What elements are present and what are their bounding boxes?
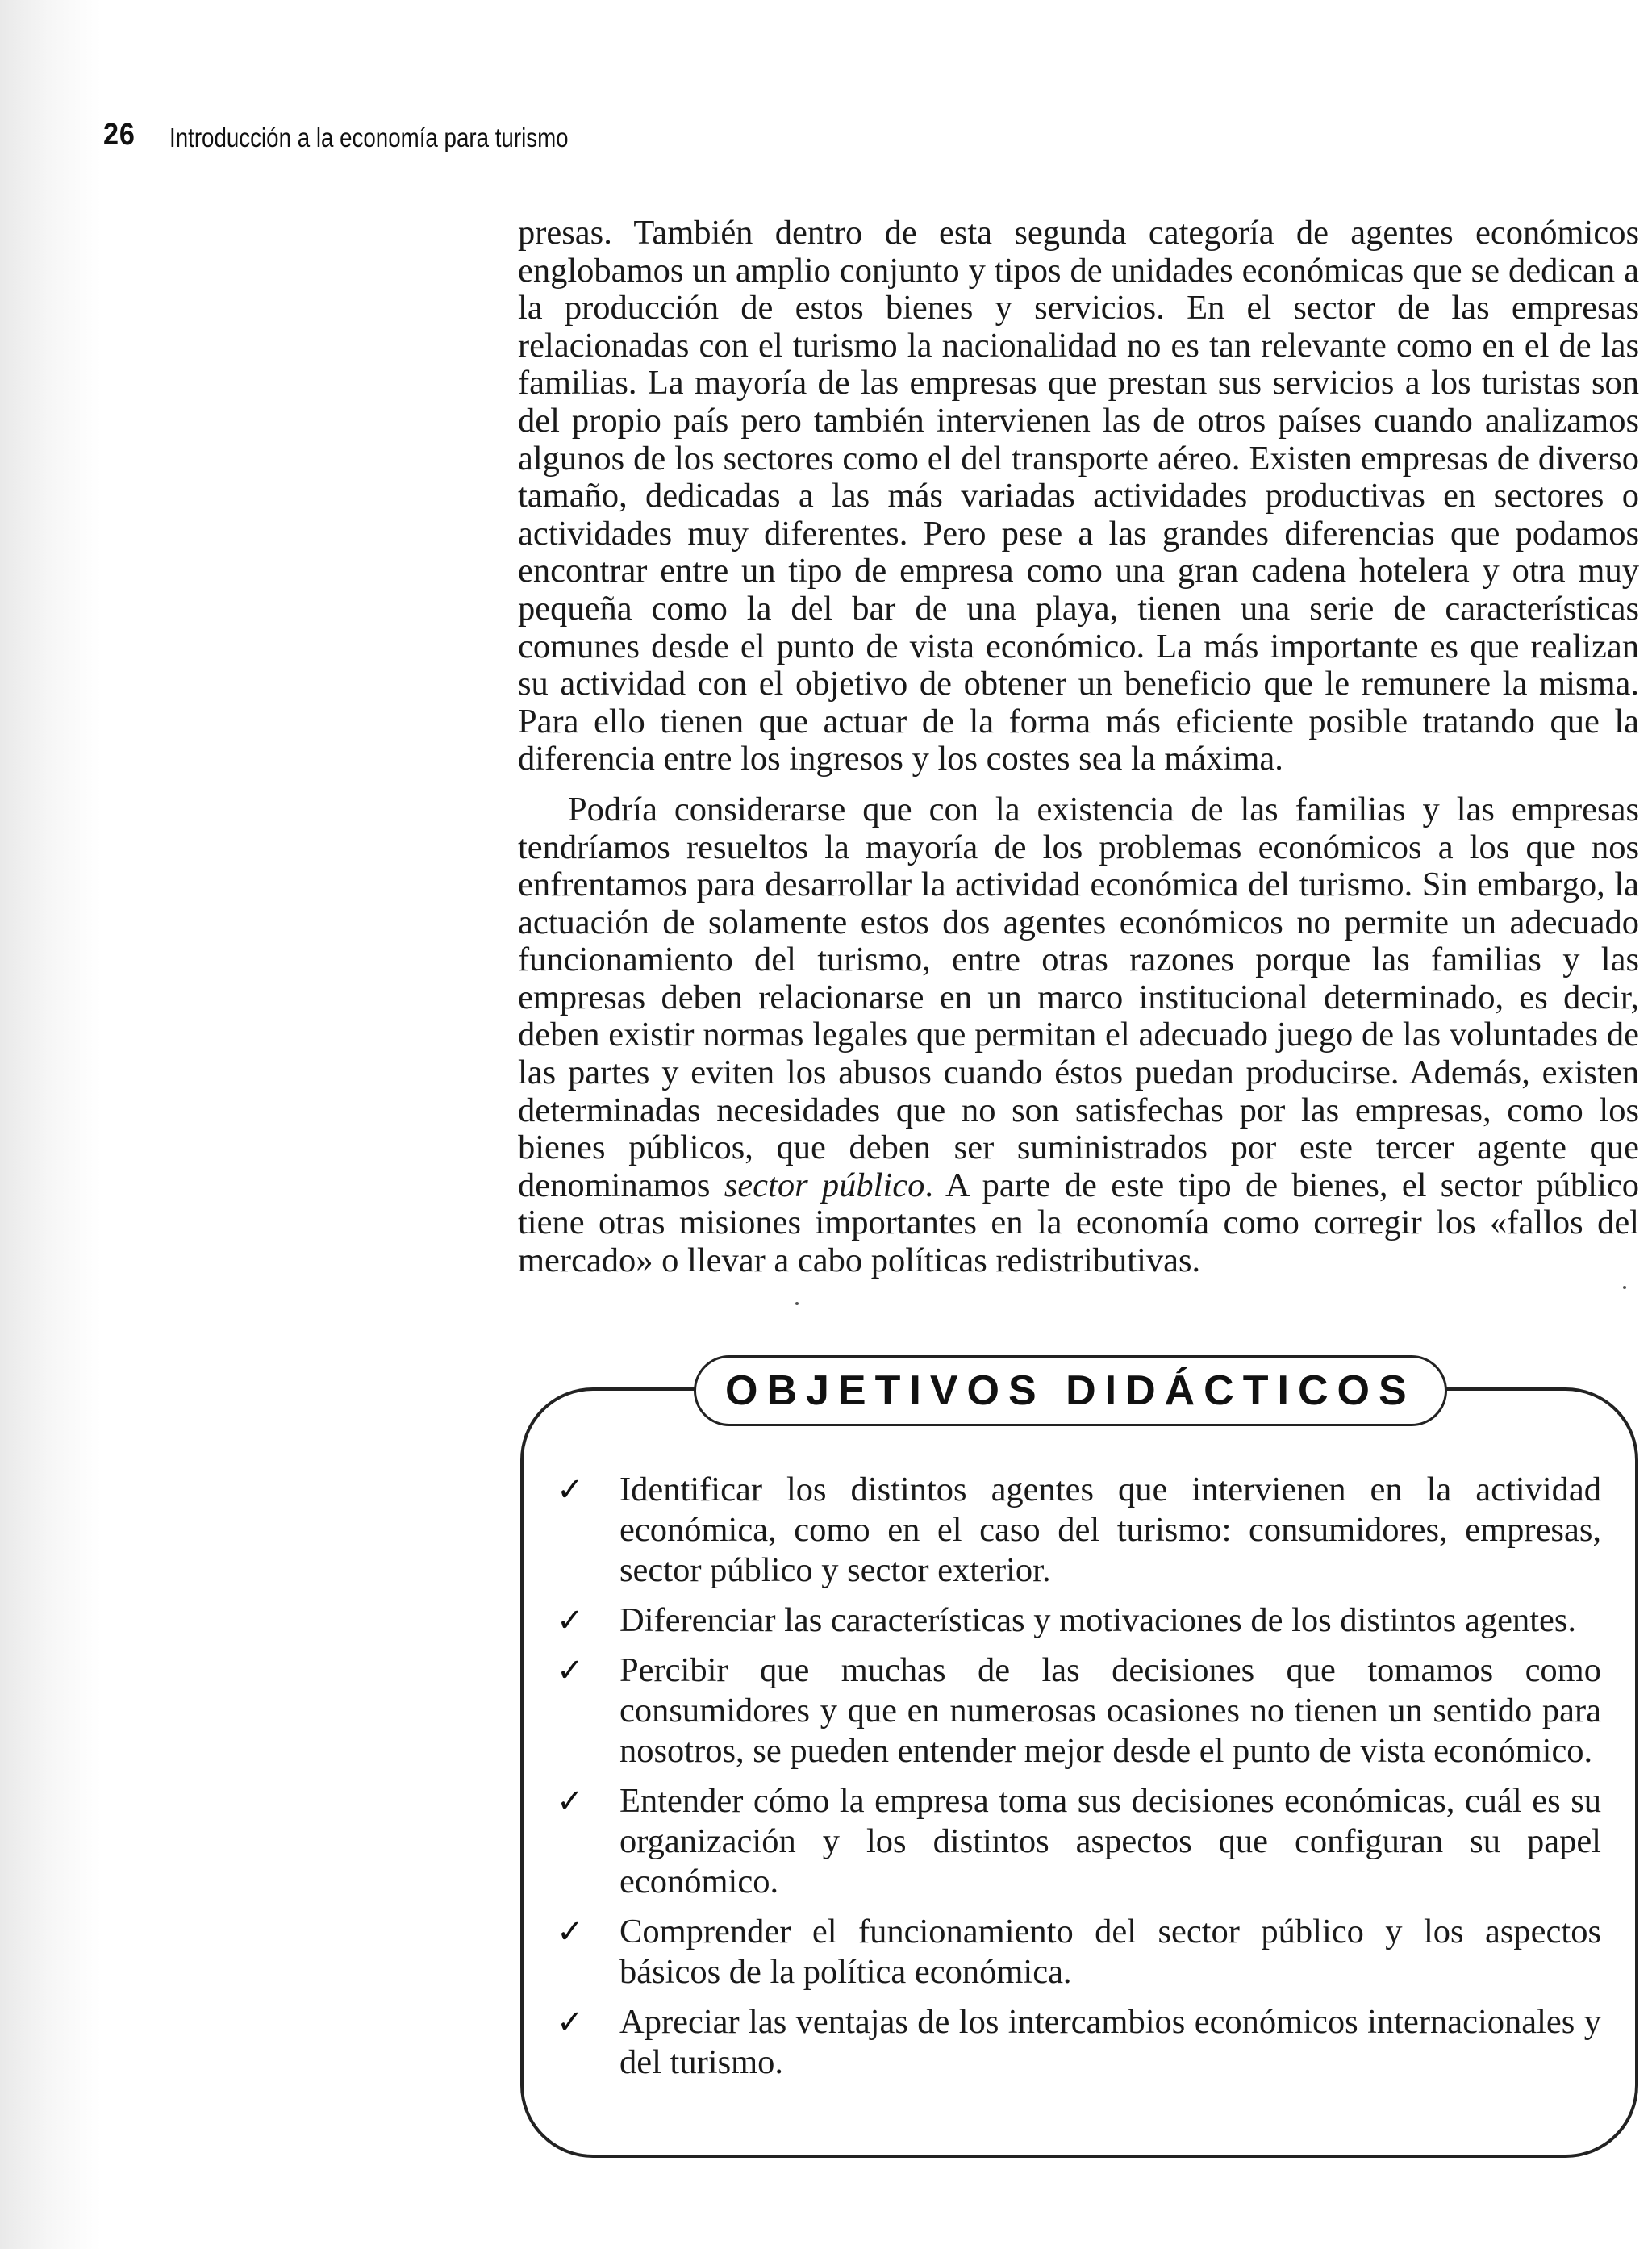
body-text bbox=[518, 215, 1639, 1280]
checkmark-icon: ✓ bbox=[557, 1783, 584, 1820]
objective-item bbox=[557, 1650, 1601, 1771]
page-number: 26 bbox=[103, 118, 136, 152]
objective-text: Entender cómo la empresa toma sus decisiones económicas, cuál es su organización y los distintos aspectos que configuran su papel económico. bbox=[620, 1782, 1601, 1901]
checkmark-icon: ✓ bbox=[557, 1471, 584, 1508]
objective-item bbox=[557, 2002, 1601, 2083]
checkmark-icon: ✓ bbox=[557, 1602, 584, 1639]
objective-text: Comprender el funcionamiento del sector público y los aspectos básicos de la política económica. bbox=[620, 1913, 1601, 1991]
scan-speck bbox=[795, 1302, 799, 1305]
objective-item bbox=[557, 1600, 1601, 1641]
objective-text: Diferenciar las características y motivaciones de los distintos agentes. bbox=[620, 1601, 1577, 1639]
page-scan-edge bbox=[0, 0, 101, 2249]
scan-speck bbox=[1623, 1286, 1626, 1289]
paragraph-2-emphasis: sector público bbox=[724, 1166, 925, 1204]
paragraph-2-text-a: Podría considerarse que con la existencia de las familias y las empresas tendríamos resueltos la mayoría de los problemas económicos a los que nos enfrentamos para desarrollar la actividad económica del turismo. Sin embargo, la actuación de solamente estos dos agentes económicos no permite un adecuado funcionamiento del turismo, entre otras razones porque las familias y las empresas deben relacionarse en un marco institucional determinado, es decir, deben existir normas legales que permitan el adecuado juego de las voluntades de las partes y eviten los abusos cuando éstos puedan producirse. Además, existen determinadas necesidades que no son satisfechas por las empresas, como los bienes públicos, que deben ser suministrados por este tercer agente que denominamos bbox=[518, 790, 1639, 1204]
objectives-title: OBJETIVOS DIDÁCTICOS bbox=[694, 1355, 1447, 1426]
paragraph-2-text-b: . A parte de este tipo de bienes, el sector público tiene otras misiones importantes en la economía como corregir los «fallos del mercado» o llevar a cabo políticas redistributivas. bbox=[518, 1166, 1640, 1280]
objective-item bbox=[557, 1912, 1601, 1992]
checkmark-icon: ✓ bbox=[557, 2004, 584, 2041]
objectives-list bbox=[557, 1470, 1601, 2093]
checkmark-icon: ✓ bbox=[557, 1652, 584, 1689]
paragraph-2 bbox=[518, 791, 1639, 1280]
objective-item bbox=[557, 1781, 1601, 1902]
checkmark-icon: ✓ bbox=[557, 1913, 584, 1951]
running-title: Introducción a la economía para turismo bbox=[169, 123, 569, 152]
objective-text: Percibir que muchas de las decisiones que tomamos como consumidores y que en numerosas ocasiones no tienen un sentido para nosotros, se pueden entender mejor desde el punto de vista económico. bbox=[620, 1651, 1601, 1770]
objective-item bbox=[557, 1470, 1601, 1591]
objective-text: Identificar los distintos agentes que intervienen en la actividad económica, como en el caso del turismo: consumidores, empresas, sector público y sector exterior. bbox=[620, 1471, 1601, 1589]
paragraph-1: presas. También dentro de esta segunda categoría de agentes económicos englobamos un amplio conjunto y tipos de unidades económicas que se dedican a la producción de estos bienes y servicios. En el sector de las empresas relacionadas con el turismo la nacionalidad no es tan relevante como en el de las familias. La mayoría de las empresas que prestan sus servicios a los turistas son del propio país pero también intervienen las de otros países cuando analizamos algunos de los sectores como el del transporte aéreo. Existen empresas de diverso tamaño, dedicadas a las más variadas actividades productivas en sectores o actividades muy diferentes. Pero pese a las grandes diferencias que podamos encontrar entre un tipo de empresa como una gran cadena hotelera y otra muy pequeña como la del bar de una playa, tienen una serie de características comunes desde el punto de vista económico. La más importante es que realizan su actividad con el objetivo de obtener un beneficio que le remunere la misma. Para ello tienen que actuar de la forma más eficiente posible tratando que la diferencia entre los ingresos y los costes sea la máxima. bbox=[518, 214, 1639, 778]
objective-text: Apreciar las ventajas de los intercambios económicos internacionales y del turismo. bbox=[620, 2003, 1601, 2081]
